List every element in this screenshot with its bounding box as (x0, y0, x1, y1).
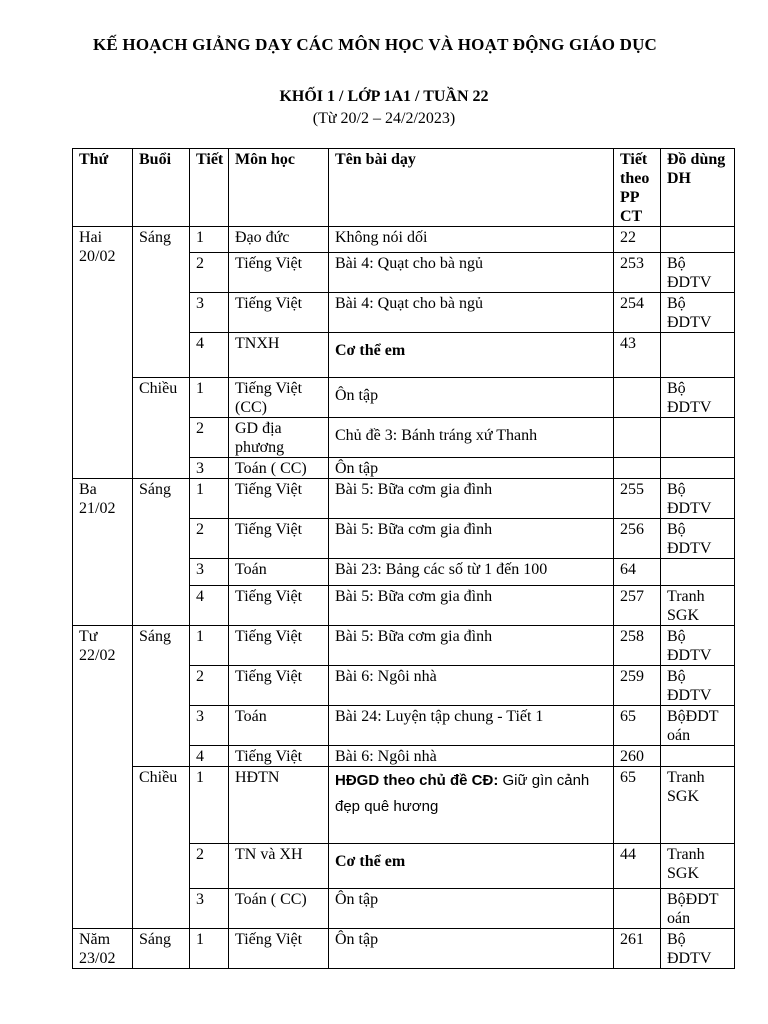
ppct-cell: 253 (614, 253, 661, 293)
materials-cell: Bộ ĐDTV (661, 626, 735, 666)
subject-cell: Tiếng Việt (229, 479, 329, 519)
ppct-cell: 65 (614, 767, 661, 844)
lesson-topic-text: Giữ gìn cảnh đẹp quê hương (335, 772, 590, 815)
period-cell: 3 (190, 706, 229, 746)
materials-cell (661, 227, 735, 253)
subject-cell: Tiếng Việt (229, 626, 329, 666)
day-cell: Tư 22/02 (73, 626, 133, 929)
table-row (73, 626, 735, 666)
session-cell: Chiều (133, 378, 190, 479)
col-header-ppct: Tiết theo PP CT (614, 149, 661, 227)
materials-cell: Tranh SGK (661, 767, 735, 844)
session-cell: Sáng (133, 479, 190, 626)
period-cell: 3 (190, 458, 229, 479)
lesson-cell: Bài 23: Bảng các số từ 1 đến 100 (329, 559, 614, 586)
lesson-cell: Ôn tập (329, 889, 614, 929)
materials-cell (661, 746, 735, 767)
subject-cell: Toán ( CC) (229, 458, 329, 479)
day-cell: Hai 20/02 (73, 227, 133, 479)
period-cell: 2 (190, 666, 229, 706)
subject-cell: TNXH (229, 333, 329, 378)
table-row (73, 929, 735, 969)
col-header-materials: Đồ dùng DH (661, 149, 735, 227)
ppct-cell: 256 (614, 519, 661, 559)
period-cell: 1 (190, 929, 229, 969)
period-cell: 1 (190, 479, 229, 519)
materials-cell: Bộ ĐDTV (661, 293, 735, 333)
materials-cell: Bộ ĐDTV (661, 929, 735, 969)
period-cell: 2 (190, 519, 229, 559)
session-cell: Chiều (133, 767, 190, 929)
subject-cell: Đạo đức (229, 227, 329, 253)
table-row (73, 378, 735, 418)
ppct-cell: 257 (614, 586, 661, 626)
table-header-row (73, 149, 735, 227)
period-cell: 2 (190, 253, 229, 293)
lesson-cell: Không nói dối (329, 227, 614, 253)
ppct-cell: 22 (614, 227, 661, 253)
subject-cell: HĐTN (229, 767, 329, 844)
lesson-cell: Bài 5: Bữa cơm gia đình (329, 519, 614, 559)
ppct-cell: 254 (614, 293, 661, 333)
ppct-cell: 261 (614, 929, 661, 969)
ppct-cell (614, 458, 661, 479)
lesson-cell: Bài 24: Luyện tập chung - Tiết 1 (329, 706, 614, 746)
ppct-cell (614, 418, 661, 458)
period-cell: 2 (190, 844, 229, 889)
lesson-cell: Bài 5: Bữa cơm gia đình (329, 479, 614, 519)
period-cell: 1 (190, 227, 229, 253)
subject-cell: Tiếng Việt (CC) (229, 378, 329, 418)
day-cell: Ba 21/02 (73, 479, 133, 626)
ppct-cell (614, 378, 661, 418)
lesson-topic-label: HĐGD theo chủ đề CĐ: (335, 772, 499, 789)
date-range: (Từ 20/2 – 24/2/2023) (312, 110, 456, 127)
materials-cell (661, 559, 735, 586)
materials-cell: Tranh SGK (661, 586, 735, 626)
subject-cell: Tiếng Việt (229, 746, 329, 767)
ppct-cell: 65 (614, 706, 661, 746)
lesson-cell: Bài 5: Bữa cơm gia đình (329, 586, 614, 626)
materials-cell: Bộ ĐDTV (661, 666, 735, 706)
schedule-table (72, 148, 735, 969)
period-cell: 2 (190, 418, 229, 458)
period-cell: 4 (190, 586, 229, 626)
materials-cell (661, 418, 735, 458)
grade-class-week: KHỐI 1 / LỚP 1A1 / TUẦN 22 (279, 88, 489, 105)
ppct-cell: 64 (614, 559, 661, 586)
lesson-cell: Cơ thể em (329, 333, 614, 378)
materials-cell: Tranh SGK (661, 844, 735, 889)
subject-cell: TN và XH (229, 844, 329, 889)
col-header-lesson: Tên bài dạy (329, 149, 614, 227)
col-header-subject: Môn học (229, 149, 329, 227)
subject-cell: Tiếng Việt (229, 586, 329, 626)
period-cell: 4 (190, 746, 229, 767)
materials-cell: Bộ ĐDTV (661, 479, 735, 519)
materials-cell: Bộ ĐDTV (661, 519, 735, 559)
lesson-cell: Bài 6: Ngôi nhà (329, 746, 614, 767)
lesson-cell: Ôn tập (329, 929, 614, 969)
ppct-cell: 260 (614, 746, 661, 767)
subject-cell: Toán (229, 706, 329, 746)
lesson-cell: Bài 6: Ngôi nhà (329, 666, 614, 706)
lesson-cell: Cơ thể em (329, 844, 614, 889)
period-cell: 3 (190, 559, 229, 586)
col-header-day: Thứ (73, 149, 133, 227)
col-header-session: Buổi (133, 149, 190, 227)
materials-cell: BộĐDT oán (661, 706, 735, 746)
ppct-cell: 258 (614, 626, 661, 666)
session-cell: Sáng (133, 227, 190, 378)
session-cell: Sáng (133, 626, 190, 767)
period-cell: 1 (190, 626, 229, 666)
ppct-cell: 43 (614, 333, 661, 378)
materials-cell: Bộ ĐDTV (661, 253, 735, 293)
table-row (73, 227, 735, 253)
subject-cell: Tiếng Việt (229, 929, 329, 969)
materials-cell (661, 333, 735, 378)
lesson-cell: Ôn tập (329, 458, 614, 479)
materials-cell (661, 458, 735, 479)
materials-cell: BộĐDT oán (661, 889, 735, 929)
lesson-cell: Chủ đề 3: Bánh tráng xứ Thanh (329, 418, 614, 458)
subject-cell: Tiếng Việt (229, 519, 329, 559)
lesson-cell (329, 767, 614, 844)
ppct-cell (614, 889, 661, 929)
table-row (73, 767, 735, 844)
subject-cell: Tiếng Việt (229, 293, 329, 333)
period-cell: 3 (190, 889, 229, 929)
lesson-cell: Bài 5: Bữa cơm gia đình (329, 626, 614, 666)
period-cell: 3 (190, 293, 229, 333)
table-row (73, 479, 735, 519)
materials-cell: Bộ ĐDTV (661, 378, 735, 418)
subject-cell: Tiếng Việt (229, 253, 329, 293)
day-cell: Năm 23/02 (73, 929, 133, 969)
col-header-period: Tiết (190, 149, 229, 227)
period-cell: 4 (190, 333, 229, 378)
subject-cell: Toán ( CC) (229, 889, 329, 929)
subject-cell: GD địa phương (229, 418, 329, 458)
lesson-cell: Bài 4: Quạt cho bà ngủ (329, 253, 614, 293)
period-cell: 1 (190, 767, 229, 844)
period-cell: 1 (190, 378, 229, 418)
subject-cell: Tiếng Việt (229, 666, 329, 706)
document-title: KẾ HOẠCH GIẢNG DẠY CÁC MÔN HỌC VÀ HOẠT ĐỘNG GIÁO DỤC (93, 35, 658, 54)
lesson-cell: Ôn tập (329, 378, 614, 418)
lesson-cell: Bài 4: Quạt cho bà ngủ (329, 293, 614, 333)
ppct-cell: 259 (614, 666, 661, 706)
ppct-cell: 255 (614, 479, 661, 519)
ppct-cell: 44 (614, 844, 661, 889)
session-cell: Sáng (133, 929, 190, 969)
subject-cell: Toán (229, 559, 329, 586)
